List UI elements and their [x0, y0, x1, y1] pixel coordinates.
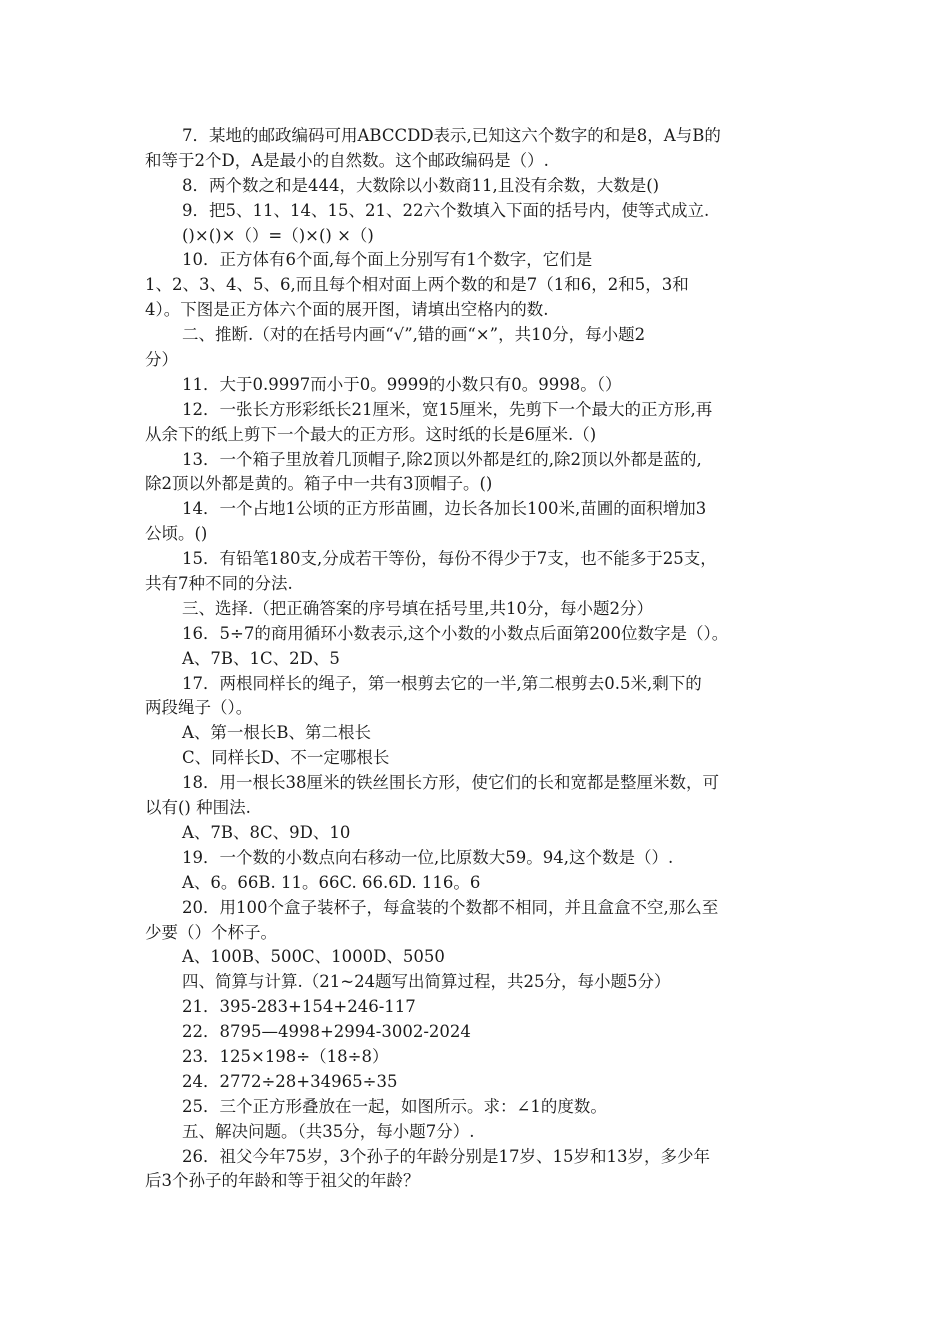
text-line: 10．正方体有6个面,每个面上分别写有1个数字，它们是	[182, 250, 593, 270]
text-line: 共有7种不同的分法.	[145, 574, 293, 594]
text-line: 公顷。()	[145, 524, 208, 544]
section-heading: 二、推断.（对的在括号内画“√”,错的画“×”，共10分，每小题2	[182, 325, 646, 345]
text-line: 除2顶以外都是黄的。箱子中一共有3顶帽子。()	[145, 474, 493, 494]
section-heading: 五、解决问题。（共35分，每小题7分）.	[182, 1121, 475, 1141]
text-line: 12．一张长方形彩纸长21厘米，宽15厘米，先剪下一个最大的正方形,再	[182, 399, 713, 419]
text-line: 1、2、3、4、5、6,而且每个相对面上两个数的和是7（1和6，2和5，3和	[145, 275, 689, 295]
text-line: 14．一个占地1公顷的正方形苗圃，边长各加长100米,苗圃的面积增加3	[182, 499, 707, 519]
answer-options: A、7B、8C、9D、10	[182, 822, 351, 842]
text-line: 9．把5、11、14、15、21、22六个数填入下面的括号内，使等式成立.	[182, 200, 710, 220]
text-line: ()×()×（）=（)×() ×（)	[182, 225, 374, 245]
text-line: 7．某地的邮政编码可用ABCCDD表示,已知这六个数字的和是8，A与B的	[182, 126, 721, 145]
text-line: 4）。下图是正方体六个面的展开图，请填出空格内的数.	[145, 300, 549, 320]
answer-options: A、7B、1C、2D、5	[182, 648, 340, 668]
answer-options: A、100B、500C、1000D、5050	[182, 947, 445, 967]
text-line: 后3个孙子的年龄和等于祖父的年龄？	[145, 1171, 420, 1191]
answer-options: C、同样长D、不一定哪根长	[182, 748, 390, 768]
text-line: 23．125×198÷（18÷8）	[182, 1046, 389, 1066]
text-line: 16．5÷7的商用循环小数表示,这个小数的小数点后面第200位数字是（）。	[182, 623, 729, 643]
text-line: 8．两个数之和是444，大数除以小数商11,且没有余数，大数是()	[182, 175, 660, 195]
text-line: 26．祖父今年75岁，3个孙子的年龄分别是17岁、15岁和13岁，多少年	[182, 1146, 710, 1166]
text-line: 19．一个数的小数点向右移动一位,比原数大59。94,这个数是（）.	[182, 847, 674, 867]
document-body	[145, 124, 815, 1194]
text-line: 18．用一根长38厘米的铁丝围长方形，使它们的长和宽都是整厘米数，可	[182, 773, 719, 793]
text-line: 两段绳子（）。	[145, 698, 253, 718]
text-line: 11．大于0.9997而小于0。9999的小数只有0。9998。（）	[182, 374, 622, 394]
text-line: 24．2772÷28+34965÷35	[182, 1071, 398, 1091]
answer-options: A、第一根长B、第二根长	[182, 723, 372, 743]
text-line: 17．两根同样长的绳子，第一根剪去它的一半,第二根剪去0.5米,剩下的	[182, 673, 702, 693]
answer-options: A、6。66B. 11。66C. 66.6D. 116。6	[182, 872, 481, 892]
text-line: 15．有铅笔180支,分成若干等份，每份不得少于7支，也不能多于25支，	[182, 549, 717, 569]
section-heading: 四、简算与计算.（21~24题写出简算过程，共25分，每小题5分）	[182, 972, 671, 992]
section-heading: 三、选择.（把正确答案的序号填在括号里,共10分，每小题2分）	[182, 598, 653, 618]
text-line: 22．8795—4998+2994-3002-2024	[182, 1022, 471, 1042]
text-line: 25．三个正方形叠放在一起，如图所示。求：∠1的度数。	[182, 1096, 607, 1116]
text-line: 13．一个箱子里放着几顶帽子,除2顶以外都是红的,除2顶以外都是蓝的,	[182, 449, 702, 469]
text-line: 从余下的纸上剪下一个最大的正方形。这时纸的长是6厘米.（)	[145, 424, 597, 444]
section-heading: 分）	[145, 350, 178, 370]
text-line: 21．395-283+154+246-117	[182, 997, 416, 1017]
text-line: 20．用100个盒子装杯子，每盒装的个数都不相同，并且盒盒不空,那么至	[182, 897, 719, 917]
text-line: 和等于2个D，A是最小的自然数。这个邮政编码是（）.	[145, 150, 549, 170]
text-line: 以有() 种围法.	[145, 798, 251, 818]
text-line: 少要（）个杯子。	[145, 922, 277, 942]
